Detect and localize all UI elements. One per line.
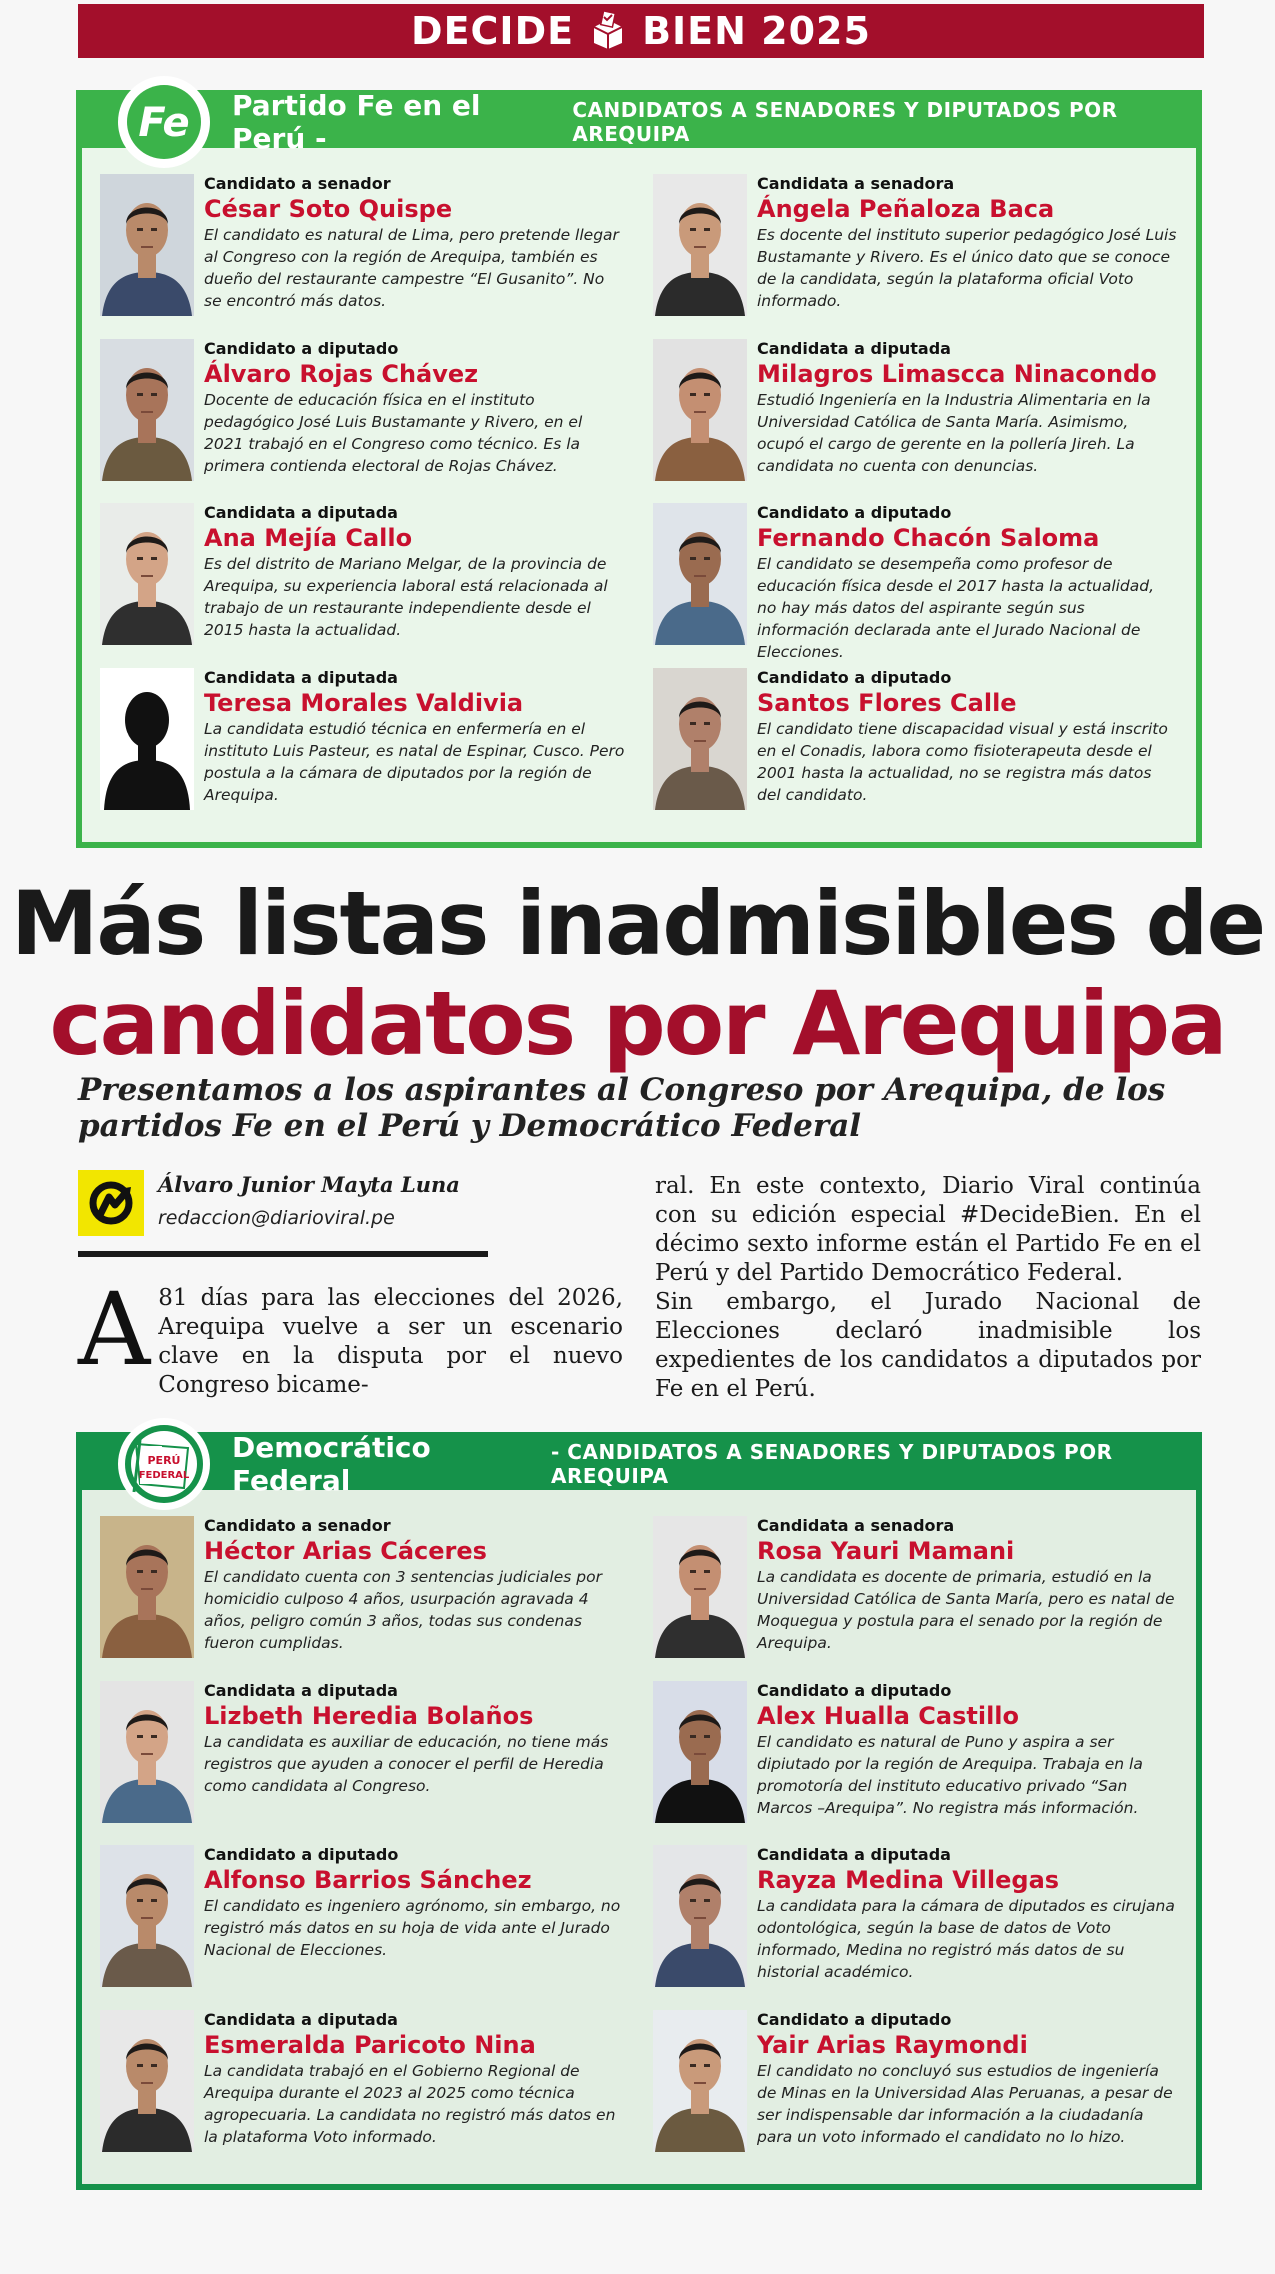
banner-right-text: BIEN 2025 [642, 9, 871, 53]
article-column-left [78, 1271, 623, 1400]
candidate-role: Candidata a diputada [204, 2009, 398, 2029]
viral-arrow-icon [85, 1177, 137, 1229]
candidate-info [204, 503, 625, 668]
candidate-photo [653, 2010, 747, 2152]
svg-text:Fe: Fe [138, 100, 190, 146]
panel-subtitle: CANDIDATOS A SENADORES Y DIPUTADOS POR AREQUIPA [572, 98, 1118, 146]
candidate-role: Candidato a senador [204, 1516, 391, 1535]
byline-rule [78, 1251, 488, 1257]
candidate-photo [100, 503, 194, 645]
candidate-info [757, 1516, 1178, 1681]
peru-federal-party-logo [118, 1418, 210, 1510]
candidate-description: El candidato es natural de Lima, pero pretende llegar al Congreso con la región de Arequipa, también es dueño del restaurante campestre “El Gusanito”. No se encontró más datos. [204, 226, 619, 310]
candidate-name: Rosa Yauri Mamani [757, 1537, 1015, 1565]
candidate-info [757, 503, 1178, 668]
candidate-card [100, 668, 625, 833]
candidate-info [204, 1681, 625, 1846]
candidate-role: Candidato a diputado [757, 667, 952, 687]
candidate-name: Fernando Chacón Saloma [757, 524, 1100, 552]
candidate-role: Candidata a senadora [757, 1516, 955, 1535]
candidate-card [653, 174, 1178, 339]
candidate-description: El candidato es ingeniero agrónomo, sin embargo, no registró más datos en su hoja de vida ante el Jurado Nacional de Elecciones. [204, 1897, 621, 1959]
candidate-name: Héctor Arias Cáceres [204, 1537, 487, 1565]
candidate-info [757, 174, 1178, 339]
candidate-name: Alfonso Barrios Sánchez [204, 1866, 532, 1894]
candidate-role: Candidata a diputada [204, 503, 398, 522]
candidate-card [100, 1681, 625, 1846]
candidate-info [204, 174, 625, 339]
peru-federal-flag-logo [122, 1422, 206, 1506]
candidate-role: Candidato a diputado [757, 503, 952, 522]
candidate-photo [653, 174, 747, 316]
author-email[interactable]: redaccion@diarioviral.pe [158, 1207, 395, 1229]
candidate-role: Candidato a diputado [757, 1680, 952, 1700]
candidate-info [757, 1845, 1178, 2010]
candidate-card [653, 668, 1178, 833]
candidate-description: El candidato se desempeña como profesor de educación física desde el 2017 hasta la actualidad, no hay más datos del aspirante según sus información declarada ante el Jurado Nacional de Elecciones. [757, 555, 1155, 661]
candidate-role: Candidato a senador [204, 174, 391, 193]
candidate-card [100, 1845, 625, 2010]
candidate-description: Docente de educación física en el instituto pedagógico José Luis Bustamante y Rivero, en el 2021 trabajó en el Congreso como técnico. Es la primera contienda electoral de Rojas Chávez. [204, 390, 583, 475]
candidate-name: Rayza Medina Villegas [757, 1866, 1060, 1894]
candidate-role: Candidata a diputada [204, 667, 398, 687]
candidate-photo [100, 1845, 194, 1987]
candidate-description: El candidato es natural de Puno y aspira a ser dipiutado por la región de Arequipa. Trabaja en la promotoría del instituto educativo privado “San Marcos –Arequipa”. No registra más información. [757, 1732, 1143, 1817]
article-paragraph: Sin embargo, el Jurado Nacional de Elecciones declaró inadmisible los expedientes de los candidatos a diputados por Fe en el Perú. [655, 1289, 1201, 1402]
candidate-description: Es docente del instituto superior pedagógico José Luis Bustamante y Rivero. Es el único dato que se conoce de la candidata, según la plataforma oficial Voto informado. [757, 226, 1177, 310]
svg-text:PERÚ: PERÚ [147, 1454, 181, 1467]
candidate-info [204, 1845, 625, 2010]
diario-viral-logo [78, 1170, 144, 1236]
candidate-grid [100, 174, 1178, 832]
candidate-name: Lizbeth Heredia Bolaños [204, 1701, 534, 1730]
candidate-card [653, 339, 1178, 504]
democratico-federal-panel [76, 1432, 1202, 2190]
candidate-info [204, 2010, 625, 2175]
author-name: Álvaro Junior Mayta Luna [158, 1172, 460, 1197]
fe-en-el-peru-panel [76, 90, 1202, 848]
candidate-description: El candidato no concluyó sus estudios de ingeniería de Minas en la Universidad Alas Peruanas, a pesar de ser indispensable dar información a la ciudadanía para un voto informado el candidato no lo hizo. [757, 2061, 1173, 2146]
candidate-name: Ángela Peñaloza Baca [757, 195, 1055, 223]
svg-text:FEDERAL: FEDERAL [138, 1470, 190, 1481]
candidate-info [757, 668, 1178, 833]
candidate-description: La candidata para la cámara de diputados es cirujana odontológica, según la base de datos de Voto informado, Medina no registró más datos de su historial académico. [757, 1897, 1175, 1981]
fe-logo-mark [124, 82, 204, 162]
candidate-info [757, 339, 1178, 504]
panel-subtitle: - CANDIDATOS A SENADORES Y DIPUTADOS POR AREQUIPA [551, 1440, 1113, 1488]
decide-bien-banner [78, 4, 1204, 58]
candidate-photo [653, 1845, 747, 1987]
banner-left-text: DECIDE [411, 9, 575, 53]
candidate-photo [100, 174, 194, 316]
candidate-description: El candidato tiene discapacidad visual y está inscrito en el Conadis, labora como fisioterapeuta desde el 2001 hasta la actualidad, no se registra más datos del candidato. [757, 719, 1168, 804]
candidate-card [100, 2010, 625, 2175]
candidate-info [204, 668, 625, 833]
article-paragraph: ral. En este contexto, Diario Viral continúa con su edición especial #DecideBien. En el décimo sexto informe están el Partido Fe en el Perú y del Partido Democrático Federal. [655, 1173, 1201, 1286]
candidate-description: Estudió Ingeniería en la Industria Alimentaria en la Universidad Católica de Santa María. Asimismo, ocupó el cargo de gerente en la pollería Jireh. La candidata no cuenta con denuncias. [757, 390, 1151, 475]
panel-header [82, 1431, 1196, 1497]
candidate-photo [100, 1681, 194, 1823]
candidate-photo [653, 1681, 747, 1823]
headline-line-2: candidatos por Arequipa [49, 972, 1226, 1075]
candidate-photo [653, 1516, 747, 1658]
party-name: Partido Fe en el Perú - [232, 89, 481, 155]
article-left-text: 81 días para las elecciones del 2026, Arequipa vuelve a ser un escenario clave en la disputa por el nuevo Congreso bicame- [158, 1285, 623, 1398]
candidate-role: Candidato a diputado [757, 2009, 952, 2029]
candidate-photo [653, 668, 747, 810]
drop-cap: A [78, 1271, 151, 1388]
candidate-role: Candidata a senadora [757, 174, 955, 193]
candidate-photo [100, 668, 194, 810]
candidate-description: La candidata es auxiliar de educación, no tiene más registros que ayuden a conocer el perfil de Heredia como candidata al Congreso. [204, 1732, 609, 1795]
candidate-card [100, 1516, 625, 1681]
candidate-card [100, 174, 625, 339]
candidate-photo [653, 339, 747, 481]
candidate-role: Candidato a diputado [204, 1845, 399, 1864]
headline-line-1: Más listas inadmisibles de [10, 872, 1265, 975]
candidate-info [757, 2010, 1178, 2175]
candidate-card [653, 1681, 1178, 1846]
candidate-card [100, 503, 625, 668]
candidate-photo [100, 1516, 194, 1658]
subheadline: Presentamos a los aspirantes al Congreso por Arequipa, de los partidos Fe en el Perú y Democrático Federal [78, 1072, 1166, 1144]
candidate-description: La candidata trabajó en el Gobierno Regional de Arequipa durante el 2023 al 2025 como técnica agropecuaria. La candidata no registró más datos en la plataforma Voto informado. [204, 2061, 616, 2146]
candidate-card [653, 1845, 1178, 2010]
ballot-box-icon [588, 11, 628, 51]
panel-header [82, 89, 1196, 155]
candidate-info [757, 1681, 1178, 1846]
candidate-role: Candidato a diputado [204, 338, 399, 358]
candidate-name: Ana Mejía Callo [204, 524, 413, 552]
candidate-photo [653, 503, 747, 645]
candidate-role: Candidata a diputada [757, 338, 951, 358]
candidate-card [653, 503, 1178, 668]
candidate-info [204, 1516, 625, 1681]
candidate-description: La candidata estudió técnica en enfermería en el instituto Luis Pasteur, es natal de Espinar, Cusco. Pero postula a la cámara de diputados por la región de Arequipa. [204, 719, 625, 804]
party-name: Democrático Federal [232, 1431, 431, 1497]
candidate-card [100, 339, 625, 504]
candidate-info [204, 339, 625, 504]
candidate-role: Candidata a diputada [757, 1845, 951, 1864]
candidate-description: La candidata es docente de primaria, estudió en la Universidad Católica de Santa María, pero es natal de Moquegua y postula para el senado por la región de Arequipa. [757, 1568, 1175, 1652]
candidate-grid [100, 1516, 1178, 2174]
article-column-right [655, 1172, 1201, 1404]
candidate-name: César Soto Quispe [204, 195, 453, 223]
candidate-card [653, 1516, 1178, 1681]
candidate-photo [100, 2010, 194, 2152]
candidate-name: Santos Flores Calle [757, 688, 1017, 717]
candidate-name: Esmeralda Paricoto Nina [204, 2030, 536, 2059]
candidate-name: Milagros Limascca Ninacondo [757, 359, 1157, 388]
candidate-name: Yair Arias Raymondi [757, 2030, 1028, 2059]
candidate-card [653, 2010, 1178, 2175]
candidate-description: El candidato cuenta con 3 sentencias judiciales por homicidio culposo 4 años, usurpación agravada 4 años, peligro común 3 años, todas sus condenas fueron cumplidas. [204, 1568, 602, 1652]
candidate-name: Alex Hualla Castillo [757, 1701, 1020, 1730]
candidate-name: Teresa Morales Valdivia [204, 688, 524, 717]
candidate-description: Es del distrito de Mariano Melgar, de la provincia de Arequipa, su experiencia laboral está relacionada al trabajo de un restaurante independiente desde el 2015 hasta la actualidad. [204, 555, 608, 639]
candidate-name: Álvaro Rojas Chávez [204, 359, 479, 388]
candidate-role: Candidata a diputada [204, 1680, 398, 1700]
fe-party-logo [118, 76, 210, 168]
candidate-photo [100, 339, 194, 481]
